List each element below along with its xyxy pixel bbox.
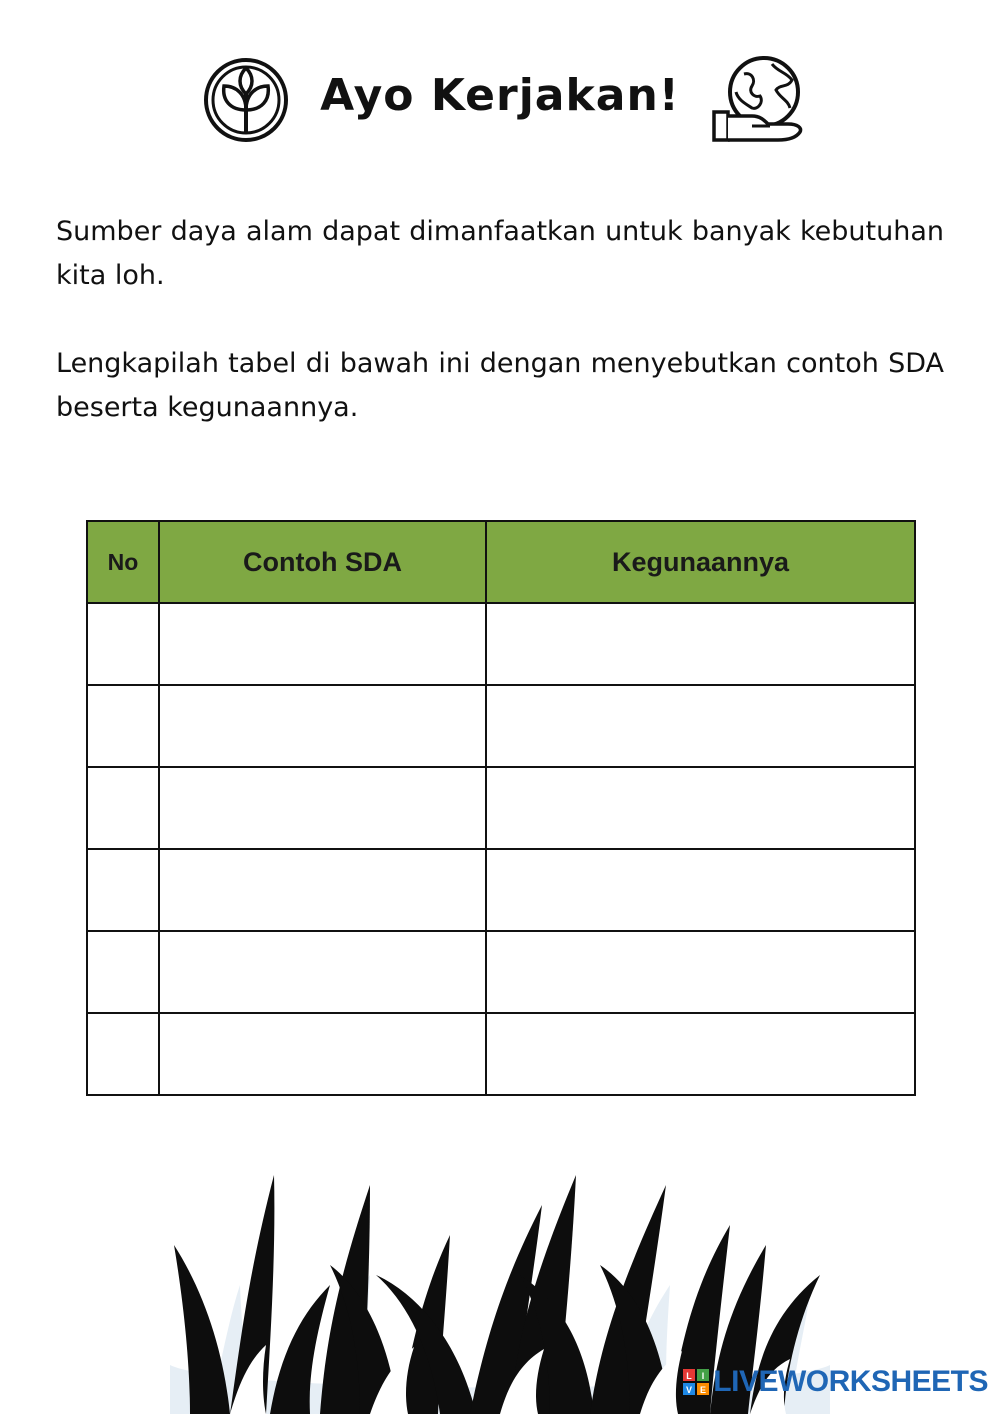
instruction-paragraph: Lengkapilah tabel di bawah ini dengan menyebutkan contoh SDA beserta kegunaannya. bbox=[56, 348, 944, 423]
logo-letter: L bbox=[686, 1371, 693, 1381]
cell-contoh-sda[interactable] bbox=[159, 767, 486, 849]
logo-letter: V bbox=[686, 1385, 693, 1395]
sda-table bbox=[86, 520, 916, 1096]
cell-kegunaannya[interactable] bbox=[486, 849, 915, 931]
cell-kegunaannya[interactable] bbox=[486, 931, 915, 1013]
globe-in-hand-icon bbox=[708, 54, 812, 146]
watermark-text: LIVEWORKSHEETS bbox=[713, 1365, 988, 1398]
cell-contoh-sda[interactable] bbox=[159, 849, 486, 931]
cell-kegunaannya[interactable] bbox=[486, 685, 915, 767]
cell-no[interactable] bbox=[87, 931, 159, 1013]
logo-letter: I bbox=[702, 1371, 705, 1381]
cell-no[interactable] bbox=[87, 603, 159, 685]
table-row bbox=[87, 931, 915, 1013]
cell-kegunaannya[interactable] bbox=[486, 1013, 915, 1095]
page-title: Ayo Kerjakan! bbox=[320, 70, 680, 121]
cell-no[interactable] bbox=[87, 849, 159, 931]
cell-no[interactable] bbox=[87, 685, 159, 767]
cell-contoh-sda[interactable] bbox=[159, 931, 486, 1013]
cell-contoh-sda[interactable] bbox=[159, 685, 486, 767]
worksheet-header bbox=[0, 52, 1000, 152]
table-row bbox=[87, 1013, 915, 1095]
table-header-row bbox=[87, 521, 915, 603]
sprout-icon bbox=[200, 54, 292, 146]
cell-kegunaannya[interactable] bbox=[486, 767, 915, 849]
header-contoh-sda: Contoh SDA bbox=[159, 521, 486, 603]
table-row bbox=[87, 603, 915, 685]
cell-kegunaannya[interactable] bbox=[486, 603, 915, 685]
header-kegunaannya: Kegunaannya bbox=[486, 521, 915, 603]
liveworksheets-watermark bbox=[683, 1362, 988, 1402]
intro-paragraph: Sumber daya alam dapat dimanfaatkan untuk banyak kebutuhan kita loh. bbox=[56, 216, 944, 291]
logo-letter: E bbox=[700, 1385, 707, 1395]
table-row bbox=[87, 767, 915, 849]
cell-no[interactable] bbox=[87, 767, 159, 849]
table-row bbox=[87, 685, 915, 767]
liveworksheets-logo-icon bbox=[683, 1369, 709, 1395]
cell-no[interactable] bbox=[87, 1013, 159, 1095]
header-no: No bbox=[87, 521, 159, 603]
cell-contoh-sda[interactable] bbox=[159, 603, 486, 685]
cell-contoh-sda[interactable] bbox=[159, 1013, 486, 1095]
table-row bbox=[87, 849, 915, 931]
